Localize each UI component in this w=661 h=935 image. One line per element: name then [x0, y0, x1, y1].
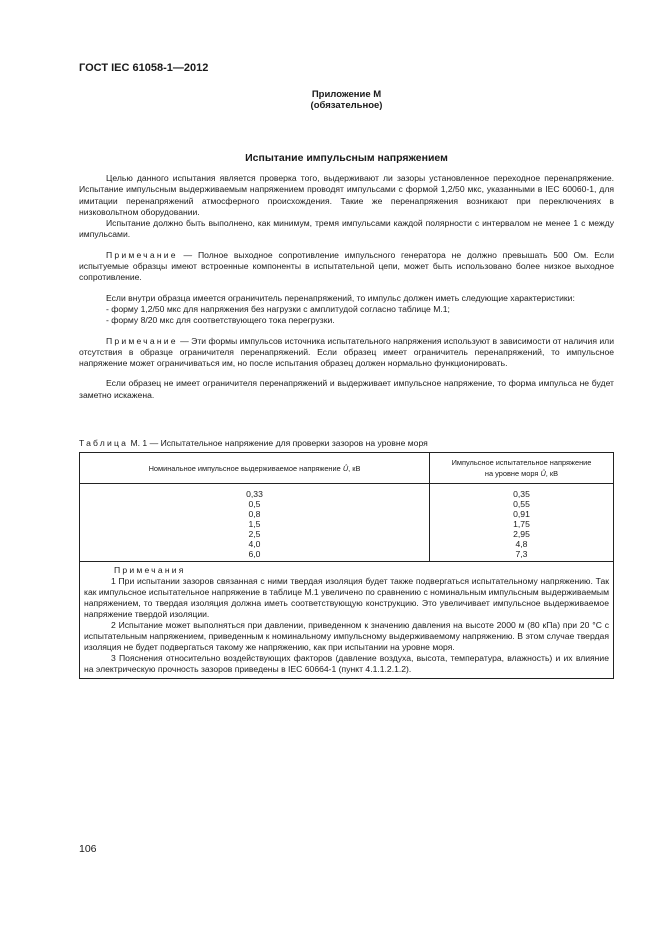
- voltage-symbol: Û: [540, 469, 546, 478]
- note-label: Примечание: [106, 335, 178, 346]
- table-header-row: [80, 453, 614, 484]
- appendix-status: (обязательное): [310, 100, 383, 111]
- table-cell-value: 0,33: [246, 489, 263, 499]
- table-cell-value: 4,0: [248, 539, 261, 549]
- column-header-nominal: [80, 453, 430, 484]
- table-cell-value: 0,91: [513, 509, 530, 519]
- table-note: 3 Пояснения относительно воздействующих факторов (давление воздуха, высота, температура, влажность) и их влияние на электрическую прочность зазоров приведены в IEC 60664-1 (пункт 4.1.1.2.1.2).: [84, 653, 609, 674]
- page-number: 106: [79, 843, 97, 855]
- table-cell-value: 7,3: [515, 549, 528, 559]
- table-values-row: [80, 484, 614, 562]
- table-notes-row: [80, 562, 614, 679]
- table-cell-value: 6,0: [248, 549, 261, 559]
- appendix-title: Приложение М: [311, 89, 382, 100]
- section-title: Испытание импульсным напряжением: [245, 152, 448, 164]
- appendix-heading: [79, 89, 614, 111]
- standard-header: ГОСТ IEC 61058-1—2012: [79, 62, 209, 74]
- list-item: - форму 8/20 мкс для соответствующего тока перегрузки.: [106, 315, 335, 326]
- column-header-text: на уровне моря: [484, 469, 539, 478]
- body-text: [79, 173, 614, 401]
- table-note: 2 Испытание может выполняться при давлении, приведенном к значению давления на высоте 2000 м (80 кПа) при 20 °С с испытательным напряжением, приведенным к номинальному импульсному выдерживаемому напряжению. В этом случае твердая изоляция не будет подвергаться такому же напряжению, как при испытании на уровне моря.: [84, 620, 609, 652]
- table-notes: [80, 562, 614, 679]
- table-cell-value: 0,35: [513, 489, 530, 499]
- table-cell-value: 0,55: [513, 499, 530, 509]
- nominal-values-cell: [80, 484, 430, 562]
- table-cell-value: 0,8: [248, 509, 261, 519]
- table-cell-value: 2,95: [513, 529, 530, 539]
- column-header-text-line2: [430, 468, 613, 479]
- column-header-text: Номинальное импульсное выдерживаемое напряжение: [148, 463, 341, 473]
- table-caption-label: Таблица: [79, 438, 129, 448]
- paragraph: Если образец не имеет ограничителя перенапряжений и выдерживает импульсное напряжение, то форма импульса не будет заметно искажена.: [79, 378, 614, 400]
- table-cell-value: 0,5: [248, 499, 261, 509]
- table-cell-value: 4,8: [515, 539, 528, 549]
- column-header-unit: , кВ: [348, 463, 361, 473]
- table-cell-value: 1,5: [248, 519, 261, 529]
- column-header-text: Импульсное испытательное напряжение: [451, 458, 592, 467]
- paragraph: Целью данного испытания является проверка того, выдерживают ли зазоры установленное переходное перенапряжение. Испытание импульсным выдерживаемым напряжением проводят импульсами с формой 1,2/50 мкс, указанными в IEC 60060-1, для имитации перенапряжений атмосферного происхождения. Такие же перенапряжения возникают при переключениях в низковольтном оборудовании.: [79, 173, 614, 217]
- note-paragraph: [79, 336, 614, 370]
- voltage-table: [79, 452, 614, 679]
- column-header-unit: , кВ: [545, 469, 559, 478]
- voltage-symbol: Û: [342, 463, 349, 473]
- paragraph: Если внутри образца имеется ограничитель перенапряжений, то импульс должен иметь следующие характеристики:: [106, 292, 575, 303]
- note-label: Примечание: [106, 249, 178, 260]
- note-text: — Эти формы импульсов источника испытательного напряжения используют в зависимости от наличия или отсутствия в образце ограничителя перенапряжений. Если образец имеет ограничитель перенапряжений, то импульсное напряжение может ограничиваться им, но после испытания образец должен нормально функционировать.: [79, 335, 614, 369]
- table-cell-value: 1,75: [513, 519, 530, 529]
- list-item: - форму 1,2/50 мкс для напряжения без нагрузки с амплитудой согласно таблице М.1;: [106, 303, 450, 314]
- notes-title: Примечания: [114, 565, 186, 575]
- paragraph: Испытание должно быть выполнено, как минимум, тремя импульсами каждой полярности с интервалом не менее 1 с между импульсами.: [79, 218, 614, 240]
- table-caption: [79, 438, 428, 448]
- table-note: 1 При испытании зазоров связанная с ними твердая изоляция будет также подвергаться испытательному напряжению. Так как импульсное испытательное напряжение в таблице М.1 увеличено по сравнению с номинальным импульсным выдерживаемым напряжением, то твердая изоляция должна иметь соответствующую конструкцию. Это увеличивает импульсное выдерживаемое напряжение твердой изоляции.: [84, 576, 609, 619]
- column-header-test: [430, 453, 614, 484]
- table-caption-text: М. 1 — Испытательное напряжение для проверки зазоров на уровне моря: [128, 438, 428, 448]
- test-values-cell: [430, 484, 614, 562]
- table-cell-value: 2,5: [248, 529, 261, 539]
- note-paragraph: [79, 250, 614, 284]
- note-text: — Полное выходное сопротивление импульсного генератора не должно превышать 500 Ом. Если испытуемые образцы имеют встроенные компоненты в испытательной цепи, может быть использовано более низкое выходное сопротивление.: [79, 249, 614, 283]
